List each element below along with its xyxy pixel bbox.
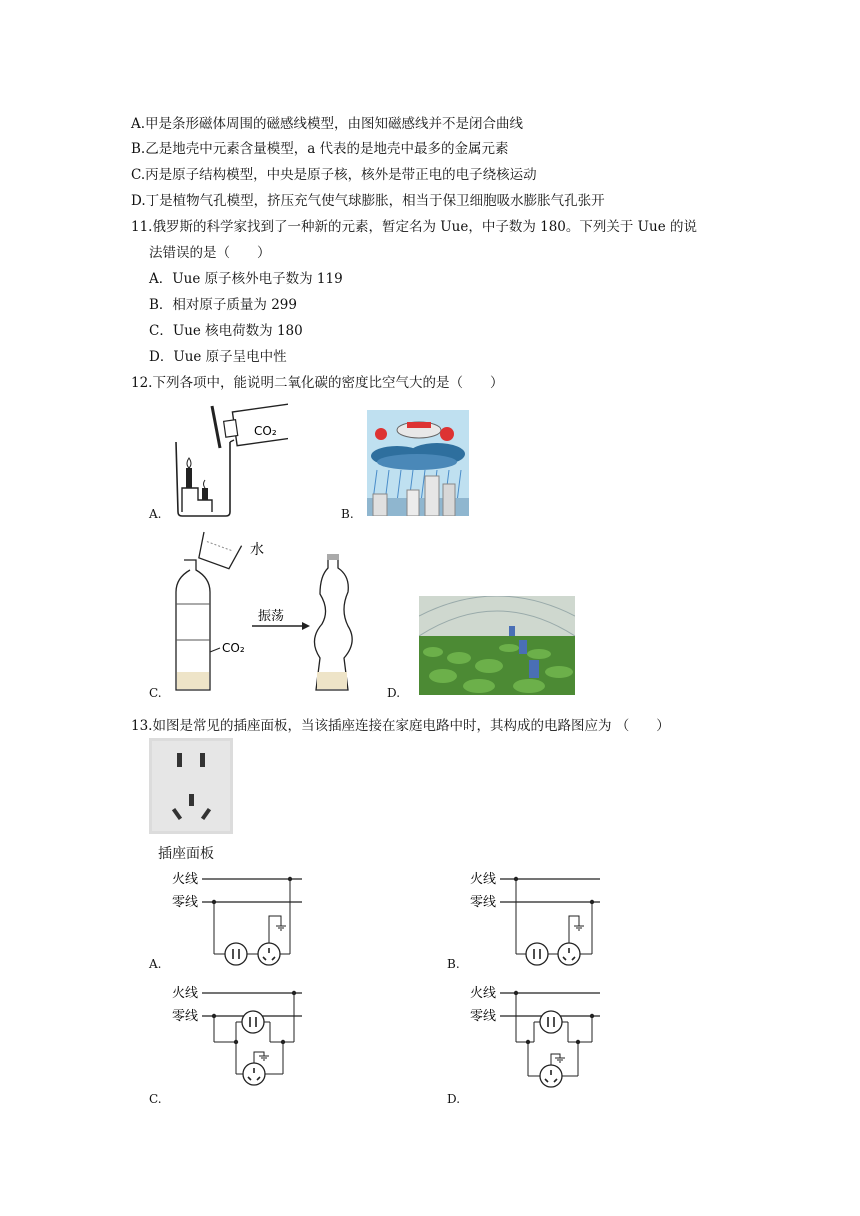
neutral-wire-label-b: 零线 <box>470 895 497 910</box>
co2-label-a: CO₂ <box>254 424 277 438</box>
q10-option-a: A.甲是条形磁体周围的磁感线模型，由图知磁感线并不是闭合曲线 <box>131 116 524 132</box>
q13-stem: 13.如图是常见的插座面板，当该插座连接在家庭电路中时，其构成的电路图应为 （ ） <box>131 718 670 734</box>
q13-label-d: D. <box>447 1092 461 1106</box>
live-wire-label-d: 火线 <box>470 986 497 1001</box>
socket-panel-caption: 插座面板 <box>158 846 214 862</box>
q10-option-b: B.乙是地壳中元素含量模型，a 代表的是地壳中最多的金属元素 <box>131 141 509 157</box>
shake-label: 振荡 <box>258 609 285 624</box>
q10-option-d: D.丁是植物气孔模型，挤压充气使气球膨胀，相当于保卫细胞吸水膨胀气孔张开 <box>131 193 605 209</box>
q12-stem: 12.下列各项中，能说明二氧化碳的密度比空气大的是（ ） <box>131 375 504 391</box>
circuit-d <box>470 985 600 1087</box>
q10-option-c: C.丙是原子结构模型，中央是原子核，核外是带正电的电子绕核运动 <box>131 167 537 183</box>
circuit-diagrams <box>150 866 610 1116</box>
q11-stem-cont: 法错误的是（ ） <box>149 245 271 261</box>
q13-label-b: B. <box>447 957 460 971</box>
neutral-wire-label-d: 零线 <box>470 1009 497 1024</box>
live-wire-label-b: 火线 <box>470 872 497 887</box>
q11-option-c: C．Uue 核电荷数为 180 <box>149 323 303 339</box>
q11-stem: 11.俄罗斯的科学家找到了一种新的元素，暂定名为 Uue，中子数为 180。下列关于 Uue 的说 <box>131 219 698 235</box>
water-label: 水 <box>250 542 264 558</box>
q12-label-d: D. <box>387 686 401 700</box>
q11-option-a: A．Uue 原子核外电子数为 119 <box>149 271 343 287</box>
live-wire-label-a: 火线 <box>172 872 199 887</box>
circuit-c <box>172 985 302 1085</box>
greenhouse-photo <box>419 596 575 695</box>
q12-label-c: C. <box>149 686 162 700</box>
socket-panel-image <box>149 738 233 834</box>
beaker-candles-figure <box>168 400 288 520</box>
q11-option-b: B．相对原子质量为 299 <box>149 297 297 313</box>
q13-label-a: A. <box>149 957 162 971</box>
q11-option-d: D．Uue 原子呈电中性 <box>149 349 287 365</box>
circuit-b <box>470 871 600 965</box>
q12-label-b: B. <box>341 507 354 521</box>
live-wire-label-c: 火线 <box>172 986 199 1001</box>
circuit-a <box>172 871 302 965</box>
q13-label-c: C. <box>149 1092 162 1106</box>
weather-cartoon-image <box>367 410 469 516</box>
neutral-wire-label-a: 零线 <box>172 895 199 910</box>
bottle-shake-figure <box>170 530 360 698</box>
q12-label-a: A. <box>149 507 162 521</box>
neutral-wire-label-c: 零线 <box>172 1009 199 1024</box>
co2-label-c: CO₂ <box>222 641 245 655</box>
